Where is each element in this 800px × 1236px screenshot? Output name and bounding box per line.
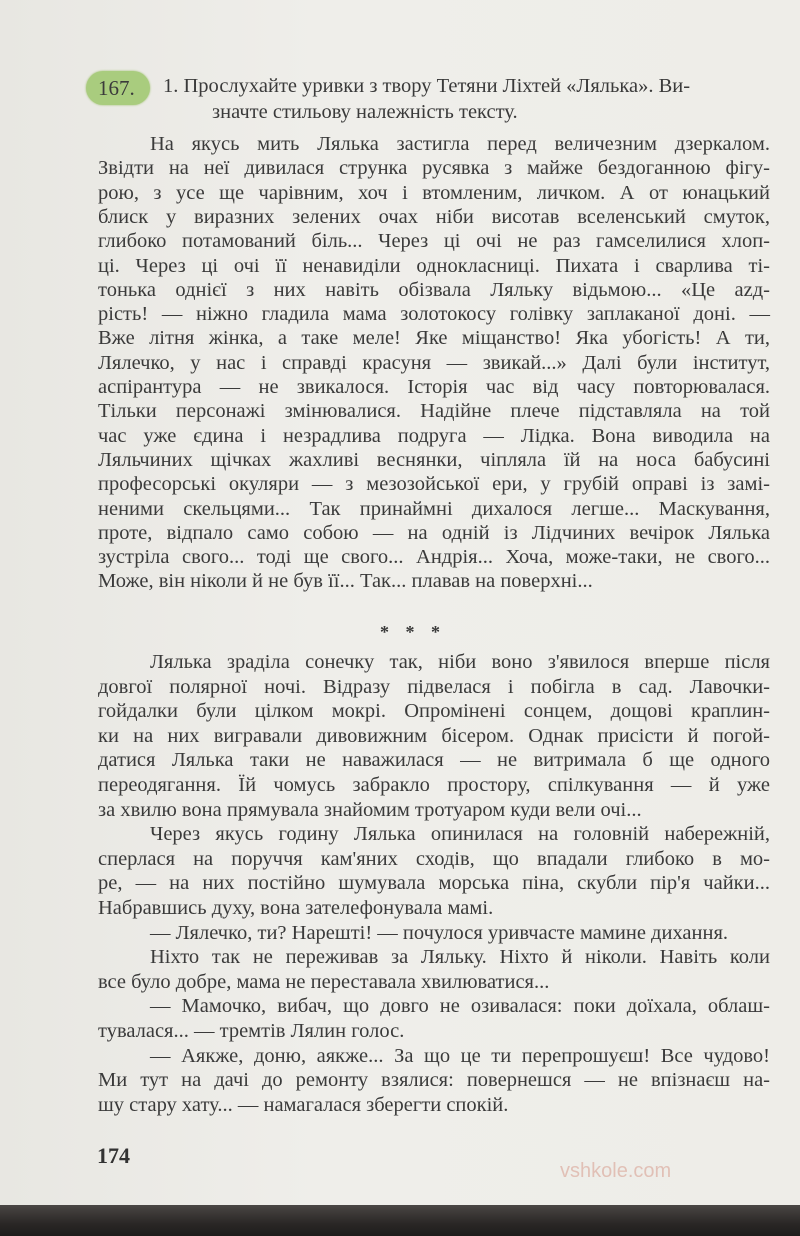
text-line: Може, він ніколи й не був її... Так... плавав на поверхні... (98, 570, 593, 593)
text-line: Вже літня жінка, а таке меле! Яке міщанство! Яка убогість! А ти, (98, 327, 770, 350)
text-line: неними скельцями... Так принаймні дихалося легше... Маскування, (98, 497, 770, 520)
text-line: довгої полярної ночі. Відразу підвелася і побігла в сад. Лавочки- (98, 675, 770, 698)
watermark: vshkole.com (560, 1160, 672, 1182)
text-line: ре, — на них постійно шумувала морська піна, скубли пір'я чайки... (98, 872, 770, 895)
text-line: гойдалки були цілком мокрі. Опромінені сонцем, дощові краплин- (98, 700, 770, 723)
text-line: Тільки персонажі змінювалися. Надійне плече підставляла на той (98, 400, 770, 423)
text-line: тувалася... — тремтів Лялин голос. (98, 1020, 405, 1042)
book-spine-shadow (0, 1205, 800, 1236)
text-line: Через якусь годину Лялька опинилася на головній набережній, (150, 823, 770, 846)
exercise-number: 167. (98, 76, 135, 100)
text-line: сперлася на поруччя кам'яних сходів, що впадали глибоко в мо- (98, 847, 770, 870)
text-line: час уже єдина і незрадлива подруга — Лідка. Вона виводила на (98, 424, 770, 447)
text-line: Звідти на неї дивилася струнка русявка з майже бездоганною фігу- (98, 157, 770, 180)
page-number: 174 (97, 1143, 130, 1168)
text-line: тонька однієї з них навіть обізвала Ляльку відьмою... «Це azд- (98, 278, 770, 301)
text-line: рою, з усе ще чарівним, хоч і втомленим, личком. А от юнацький (98, 181, 770, 204)
text-line: шу стару хату... — намагалася зберегти спокій. (98, 1093, 509, 1116)
text-line: професорські окуляри — з мезозойської ери, у грубій оправі із замі- (98, 473, 770, 496)
text-line: — Лялечко, ти? Нарешті! — почулося уривчасте мамине дихання. (150, 921, 729, 944)
text-line: Ми тут на дачі до ремонту взялися: повернешся — не впізнаєш на- (98, 1069, 770, 1092)
text-line: ки на них вигравали дивовижним бісером. Однак присісти й погой- (98, 724, 770, 747)
text-line: проте, відпало само собою — на одній із Лідчиних вечірок Лялька (98, 521, 770, 544)
text-line: Ніхто так не переживав за Ляльку. Ніхто й ніколи. Навіть коли (150, 946, 770, 969)
text-line: блиск у виразних зелених очах ніби висотав вселенський смуток, (98, 205, 770, 228)
exercise-instruction-line: значте стильову належність тексту. (212, 101, 518, 123)
exercise-number-badge (86, 71, 150, 105)
text-line: Ляльчиних щічках жахливі веснянки, чіпляла їй на носа бабусині (98, 448, 770, 471)
text-line: зустріла свого... тоді ще свого... Андрія... Хоча, може-таки, не свого... (98, 546, 770, 569)
text-line: аспірантура — не звикалося. Історія час від часу повторювалася. (98, 376, 770, 398)
text-line: ці. Через ці очі її ненавиділи однокласниці. Пихата і сварлива ті- (98, 254, 770, 277)
text-line: переодягання. Їй чомусь забракло простору, спілкування — й уже (98, 774, 770, 796)
exercise-instruction-line: 1. Прослухайте уривки з твору Тетяни Ліхтей «Лялька». Ви- (163, 75, 691, 97)
text-line: за хвилю вона прямувала знайомим тротуаром куди вели очі... (98, 798, 642, 821)
section-separator: * * * (380, 622, 446, 642)
text-line: глибоко потамований біль... Через ці очі не раз гамселилися хлоп- (98, 230, 770, 253)
text-line: — Мамочко, вибач, що довго не озивалася: поки доїхала, облаш- (150, 995, 770, 1018)
text-line: рість! — ніжно гладила мама золотокосу голівку заплаканої доні. — (98, 303, 770, 326)
text-line: датися Лялька таки не наважилася — не витримала б ще одного (98, 749, 770, 772)
text-line: Набравшись духу, вона зателефонувала мамі. (98, 897, 494, 919)
text-line: Лялька зраділа сонечку так, ніби воно з'явилося вперше після (150, 651, 770, 673)
text-line: Лялечко, у нас і справді красуня — звикай...» Далі були інститут, (98, 351, 770, 374)
text-line: — Аякже, доню, аякже... За що це ти перепрошуєш! Все чудово! (150, 1044, 770, 1067)
text-line: все було добре, мама не переставала хвилюватися... (98, 970, 550, 993)
text-line: На якусь мить Лялька застигла перед величезним дзеркалом. (150, 133, 770, 155)
